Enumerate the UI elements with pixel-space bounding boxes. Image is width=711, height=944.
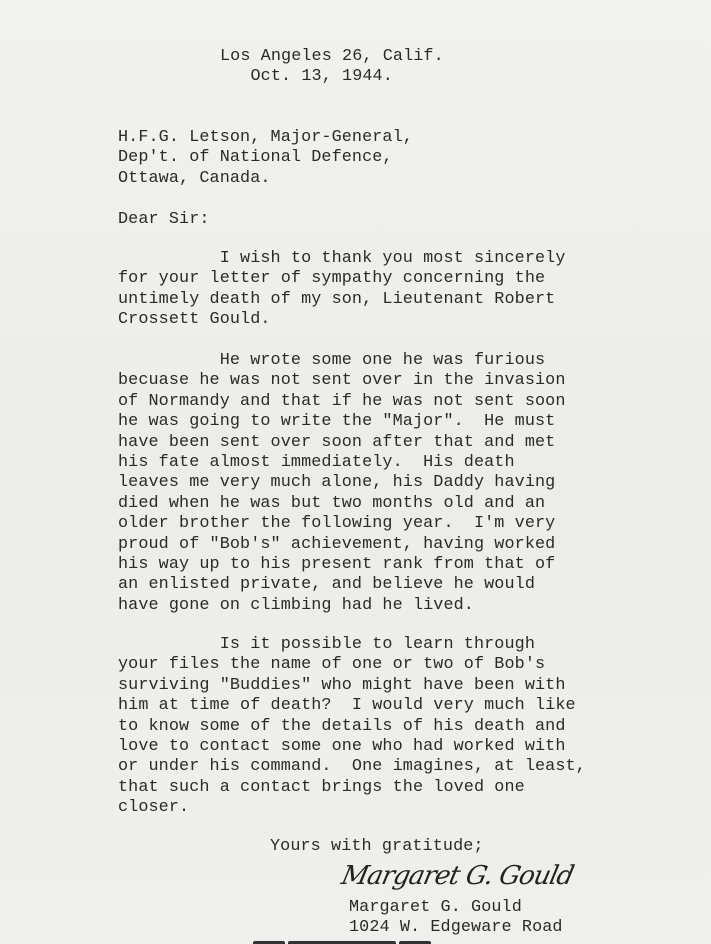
text-line: have been sent over soon after that and met: [118, 432, 556, 452]
paragraph-3: [118, 635, 586, 819]
handwritten-signature: Margaret G. Gould: [338, 861, 576, 891]
paragraph-2: [118, 351, 566, 616]
heading-line: Los Angeles 26, Calif.: [220, 47, 444, 66]
recipient-line: H.F.G. Letson, Major-General,: [118, 128, 413, 147]
text-line: older brother the following year. I'm very: [118, 514, 556, 534]
text-line: he was going to write the "Major". He must: [118, 412, 556, 432]
text-line: love to contact some one who had worked with: [118, 736, 566, 756]
text-line: for your letter of sympathy concerning the: [118, 269, 546, 289]
text-line: of Normandy and that if he was not sent soon: [118, 391, 566, 411]
salutation: Dear Sir:: [118, 210, 210, 229]
letter-heading: [220, 47, 444, 88]
text-line: his fate almost immediately. His death: [118, 452, 515, 472]
text-line: surviving "Buddies" who might have been with: [118, 675, 566, 695]
recipient-line: Ottawa, Canada.: [118, 168, 271, 188]
text-line: an enlisted private, and believe he would: [118, 575, 535, 595]
text-line: him at time of death? I would very much like: [118, 696, 576, 716]
paragraph-1: [118, 249, 566, 331]
heading-line: Oct. 13, 1944.: [220, 67, 393, 87]
text-line: He wrote some one he was furious: [118, 351, 546, 370]
text-line: closer.: [118, 798, 190, 818]
text-line: proud of "Bob's" achievement, having worked: [118, 534, 556, 554]
text-line: that such a contact brings the loved one: [118, 777, 525, 797]
text-line: becuase he was not sent over in the invasion: [118, 371, 566, 391]
recipient-line: Dep't. of National Defence,: [118, 148, 393, 168]
text-line: your files the name of one or two of Bob's: [118, 655, 546, 675]
text-line: untimely death of my son, Lieutenant Robert: [118, 289, 556, 309]
sender-block: [349, 898, 563, 939]
text-line: his way up to his present rank from that of: [118, 554, 556, 574]
text-line: to know some of the details of his death and: [118, 716, 566, 736]
text-line: Crossett Gould.: [118, 310, 271, 330]
text-line: Is it possible to learn through: [118, 635, 535, 654]
text-line: have gone on climbing had he lived.: [118, 595, 474, 615]
text-line: leaves me very much alone, his Daddy having: [118, 473, 556, 493]
text-line: or under his command. One imagines, at least,: [118, 757, 586, 777]
sender-address: 1024 W. Edgeware Road: [349, 918, 563, 938]
text-line: I wish to thank you most sincerely: [118, 249, 566, 268]
closing: Yours with gratitude;: [270, 837, 484, 856]
sender-name: Margaret G. Gould: [349, 898, 522, 917]
text-line: died when he was but two months old and an: [118, 493, 546, 513]
recipient-address: [118, 128, 413, 189]
